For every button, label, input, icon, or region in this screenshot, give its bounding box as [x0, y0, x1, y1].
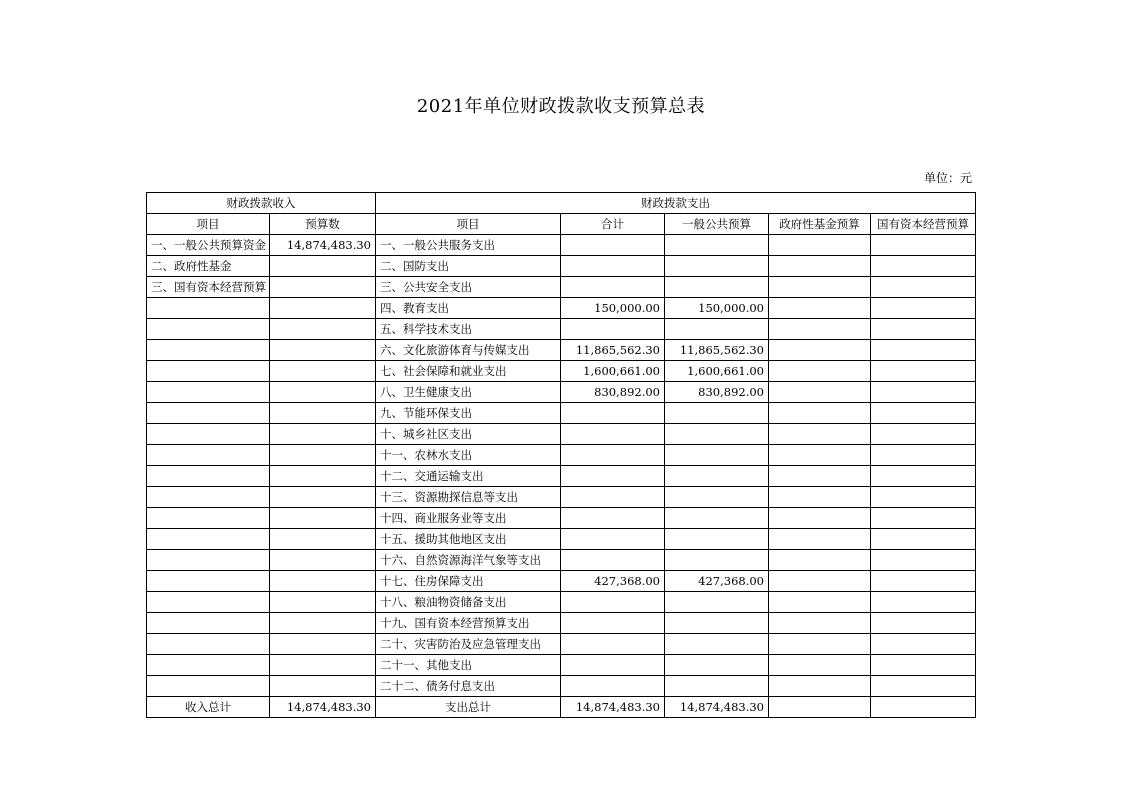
expense-item-cell: 九、节能环保支出 [376, 403, 561, 424]
totals-row [147, 697, 976, 718]
total-cell: 427,368.00 [561, 571, 665, 592]
expense-item-cell: 十七、住房保障支出 [376, 571, 561, 592]
income-amount-cell [270, 403, 376, 424]
income-amount-cell [270, 256, 376, 277]
general-budget-cell [665, 508, 769, 529]
table-row [147, 235, 976, 256]
income-item-cell [147, 529, 270, 550]
income-budget-header: 预算数 [270, 214, 376, 235]
table-row [147, 298, 976, 319]
general-budget-cell: 11,865,562.30 [665, 340, 769, 361]
total-cell: 11,865,562.30 [561, 340, 665, 361]
expense-item-cell: 二、国防支出 [376, 256, 561, 277]
soe-capital-cell [871, 361, 976, 382]
soe-capital-cell [871, 571, 976, 592]
general-budget-cell [665, 487, 769, 508]
table-row [147, 256, 976, 277]
gov-fund-cell [769, 424, 871, 445]
expense-item-cell: 十二、交通运输支出 [376, 466, 561, 487]
income-item-cell [147, 361, 270, 382]
income-item-cell [147, 676, 270, 697]
income-item-cell [147, 655, 270, 676]
total-cell [561, 550, 665, 571]
gov-fund-cell [769, 256, 871, 277]
table-row [147, 676, 976, 697]
income-amount-cell [270, 508, 376, 529]
income-item-cell: 一、一般公共预算资金 [147, 235, 270, 256]
soe-capital-cell [871, 298, 976, 319]
gov-fund-cell [769, 277, 871, 298]
total-cell [561, 277, 665, 298]
table-row [147, 508, 976, 529]
soe-capital-cell [871, 634, 976, 655]
income-total-label: 收入总计 [147, 697, 270, 718]
income-amount-cell [270, 424, 376, 445]
income-item-cell [147, 424, 270, 445]
expense-item-cell: 四、教育支出 [376, 298, 561, 319]
income-amount-cell [270, 298, 376, 319]
soe-capital-cell [871, 466, 976, 487]
expense-item-cell: 八、卫生健康支出 [376, 382, 561, 403]
general-budget-cell [665, 256, 769, 277]
general-budget-cell [665, 466, 769, 487]
income-amount-cell [270, 655, 376, 676]
income-item-cell [147, 445, 270, 466]
income-amount-cell [270, 466, 376, 487]
expense-item-cell: 十八、粮油物资储备支出 [376, 592, 561, 613]
soe-capital-cell [871, 655, 976, 676]
general-budget-cell [665, 235, 769, 256]
gov-fund-cell [769, 550, 871, 571]
soe-capital-cell [871, 487, 976, 508]
soe-capital-cell [871, 529, 976, 550]
total-cell [561, 466, 665, 487]
gov-fund-cell [769, 361, 871, 382]
expense-item-cell: 六、文化旅游体育与传媒支出 [376, 340, 561, 361]
general-budget-cell: 1,600,661.00 [665, 361, 769, 382]
income-item-cell [147, 550, 270, 571]
expense-item-cell: 十三、资源勘探信息等支出 [376, 487, 561, 508]
expense-item-header: 项目 [376, 214, 561, 235]
general-budget-cell [665, 403, 769, 424]
table-row [147, 487, 976, 508]
total-cell: 1,600,661.00 [561, 361, 665, 382]
total-cell: 150,000.00 [561, 298, 665, 319]
total-cell [561, 424, 665, 445]
expense-item-cell: 十六、自然资源海洋气象等支出 [376, 550, 561, 571]
total-header: 合计 [561, 214, 665, 235]
income-amount-cell [270, 445, 376, 466]
income-item-header: 项目 [147, 214, 270, 235]
general-budget-cell [665, 655, 769, 676]
income-item-cell [147, 487, 270, 508]
expense-group-header: 财政拨款支出 [376, 193, 976, 214]
expense-item-cell: 五、科学技术支出 [376, 319, 561, 340]
gov-fund-cell [769, 529, 871, 550]
income-item-cell [147, 634, 270, 655]
soe-capital-cell [871, 445, 976, 466]
gov-fund-total [769, 697, 871, 718]
gov-fund-cell [769, 235, 871, 256]
expense-item-cell: 十四、商业服务业等支出 [376, 508, 561, 529]
general-budget-cell [665, 613, 769, 634]
soe-capital-cell [871, 424, 976, 445]
income-item-cell [147, 466, 270, 487]
table-column-header-row [147, 214, 976, 235]
table-row [147, 571, 976, 592]
table-row [147, 529, 976, 550]
soe-capital-cell [871, 319, 976, 340]
table-row [147, 340, 976, 361]
soe-capital-cell [871, 550, 976, 571]
soe-capital-budget-header: 国有资本经营预算 [871, 214, 976, 235]
soe-capital-cell [871, 676, 976, 697]
table-row [147, 445, 976, 466]
general-budget-cell [665, 550, 769, 571]
table-row [147, 655, 976, 676]
total-cell [561, 508, 665, 529]
table-row [147, 466, 976, 487]
total-cell [561, 592, 665, 613]
income-amount-cell [270, 634, 376, 655]
income-item-cell [147, 382, 270, 403]
gov-fund-cell [769, 466, 871, 487]
soe-capital-cell [871, 277, 976, 298]
expense-item-cell: 十一、农林水支出 [376, 445, 561, 466]
general-budget-cell [665, 676, 769, 697]
income-amount-cell [270, 613, 376, 634]
income-amount-cell: 14,874,483.30 [270, 235, 376, 256]
budget-table [146, 192, 976, 718]
expense-item-cell: 一、一般公共服务支出 [376, 235, 561, 256]
table-row [147, 382, 976, 403]
general-budget-cell [665, 529, 769, 550]
expense-item-cell: 十九、国有资本经营预算支出 [376, 613, 561, 634]
expense-item-cell: 七、社会保障和就业支出 [376, 361, 561, 382]
total-cell [561, 613, 665, 634]
soe-capital-cell [871, 613, 976, 634]
general-budget-cell: 427,368.00 [665, 571, 769, 592]
gov-fund-cell [769, 403, 871, 424]
gov-fund-cell [769, 508, 871, 529]
general-budget-cell: 150,000.00 [665, 298, 769, 319]
gov-fund-cell [769, 613, 871, 634]
table-row [147, 403, 976, 424]
gov-fund-cell [769, 298, 871, 319]
gov-fund-cell [769, 445, 871, 466]
income-item-cell [147, 571, 270, 592]
income-amount-cell [270, 487, 376, 508]
total-cell [561, 235, 665, 256]
income-item-cell [147, 403, 270, 424]
general-budget-cell [665, 445, 769, 466]
total-cell [561, 319, 665, 340]
expense-item-cell: 二十二、债务付息支出 [376, 676, 561, 697]
income-item-cell [147, 592, 270, 613]
income-item-cell [147, 319, 270, 340]
soe-capital-cell [871, 508, 976, 529]
total-cell [561, 256, 665, 277]
income-amount-cell [270, 676, 376, 697]
total-cell [561, 487, 665, 508]
income-amount-cell [270, 382, 376, 403]
table-group-header-row [147, 193, 976, 214]
soe-capital-cell [871, 235, 976, 256]
general-budget-header: 一般公共预算 [665, 214, 769, 235]
total-cell [561, 655, 665, 676]
general-budget-cell [665, 319, 769, 340]
income-amount-cell [270, 340, 376, 361]
general-budget-cell [665, 277, 769, 298]
expense-item-cell: 二十一、其他支出 [376, 655, 561, 676]
income-item-cell [147, 508, 270, 529]
table-row [147, 361, 976, 382]
gov-fund-cell [769, 319, 871, 340]
page-title: 2021年单位财政拨款收支预算总表 [416, 96, 706, 117]
income-amount-cell [270, 319, 376, 340]
table-row [147, 613, 976, 634]
expense-item-cell: 三、公共安全支出 [376, 277, 561, 298]
table-row [147, 277, 976, 298]
general-budget-cell [665, 634, 769, 655]
soe-capital-cell [871, 256, 976, 277]
general-budget-cell [665, 424, 769, 445]
total-cell [561, 529, 665, 550]
table-row [147, 319, 976, 340]
income-group-header: 财政拨款收入 [147, 193, 376, 214]
gov-fund-cell [769, 634, 871, 655]
soe-capital-cell [871, 403, 976, 424]
general-budget-total: 14,874,483.30 [665, 697, 769, 718]
expense-item-cell: 十五、援助其他地区支出 [376, 529, 561, 550]
income-amount-cell [270, 277, 376, 298]
income-item-cell: 三、国有资本经营预算 [147, 277, 270, 298]
gov-fund-cell [769, 340, 871, 361]
general-budget-cell [665, 592, 769, 613]
gov-fund-budget-header: 政府性基金预算 [769, 214, 871, 235]
soe-capital-cell [871, 592, 976, 613]
income-amount-cell [270, 592, 376, 613]
soe-capital-cell [871, 382, 976, 403]
expense-item-cell: 二十、灾害防治及应急管理支出 [376, 634, 561, 655]
soe-capital-total [871, 697, 976, 718]
gov-fund-cell [769, 571, 871, 592]
income-item-cell [147, 298, 270, 319]
gov-fund-cell [769, 382, 871, 403]
gov-fund-cell [769, 676, 871, 697]
income-amount-cell [270, 361, 376, 382]
gov-fund-cell [769, 592, 871, 613]
general-budget-cell: 830,892.00 [665, 382, 769, 403]
income-amount-cell [270, 529, 376, 550]
table-row [147, 592, 976, 613]
table-row [147, 424, 976, 445]
total-cell [561, 403, 665, 424]
income-item-cell [147, 613, 270, 634]
total-cell [561, 445, 665, 466]
table-row [147, 634, 976, 655]
total-cell [561, 634, 665, 655]
income-item-cell: 二、政府性基金 [147, 256, 270, 277]
total-cell [561, 676, 665, 697]
gov-fund-cell [769, 487, 871, 508]
income-item-cell [147, 340, 270, 361]
table-row [147, 550, 976, 571]
income-amount-cell [270, 571, 376, 592]
unit-label: 单位：元 [923, 171, 972, 185]
expense-total-label: 支出总计 [376, 697, 561, 718]
soe-capital-cell [871, 340, 976, 361]
income-total-amount: 14,874,483.30 [270, 697, 376, 718]
total-cell: 830,892.00 [561, 382, 665, 403]
expense-item-cell: 十、城乡社区支出 [376, 424, 561, 445]
income-amount-cell [270, 550, 376, 571]
expense-total-amount: 14,874,483.30 [561, 697, 665, 718]
gov-fund-cell [769, 655, 871, 676]
